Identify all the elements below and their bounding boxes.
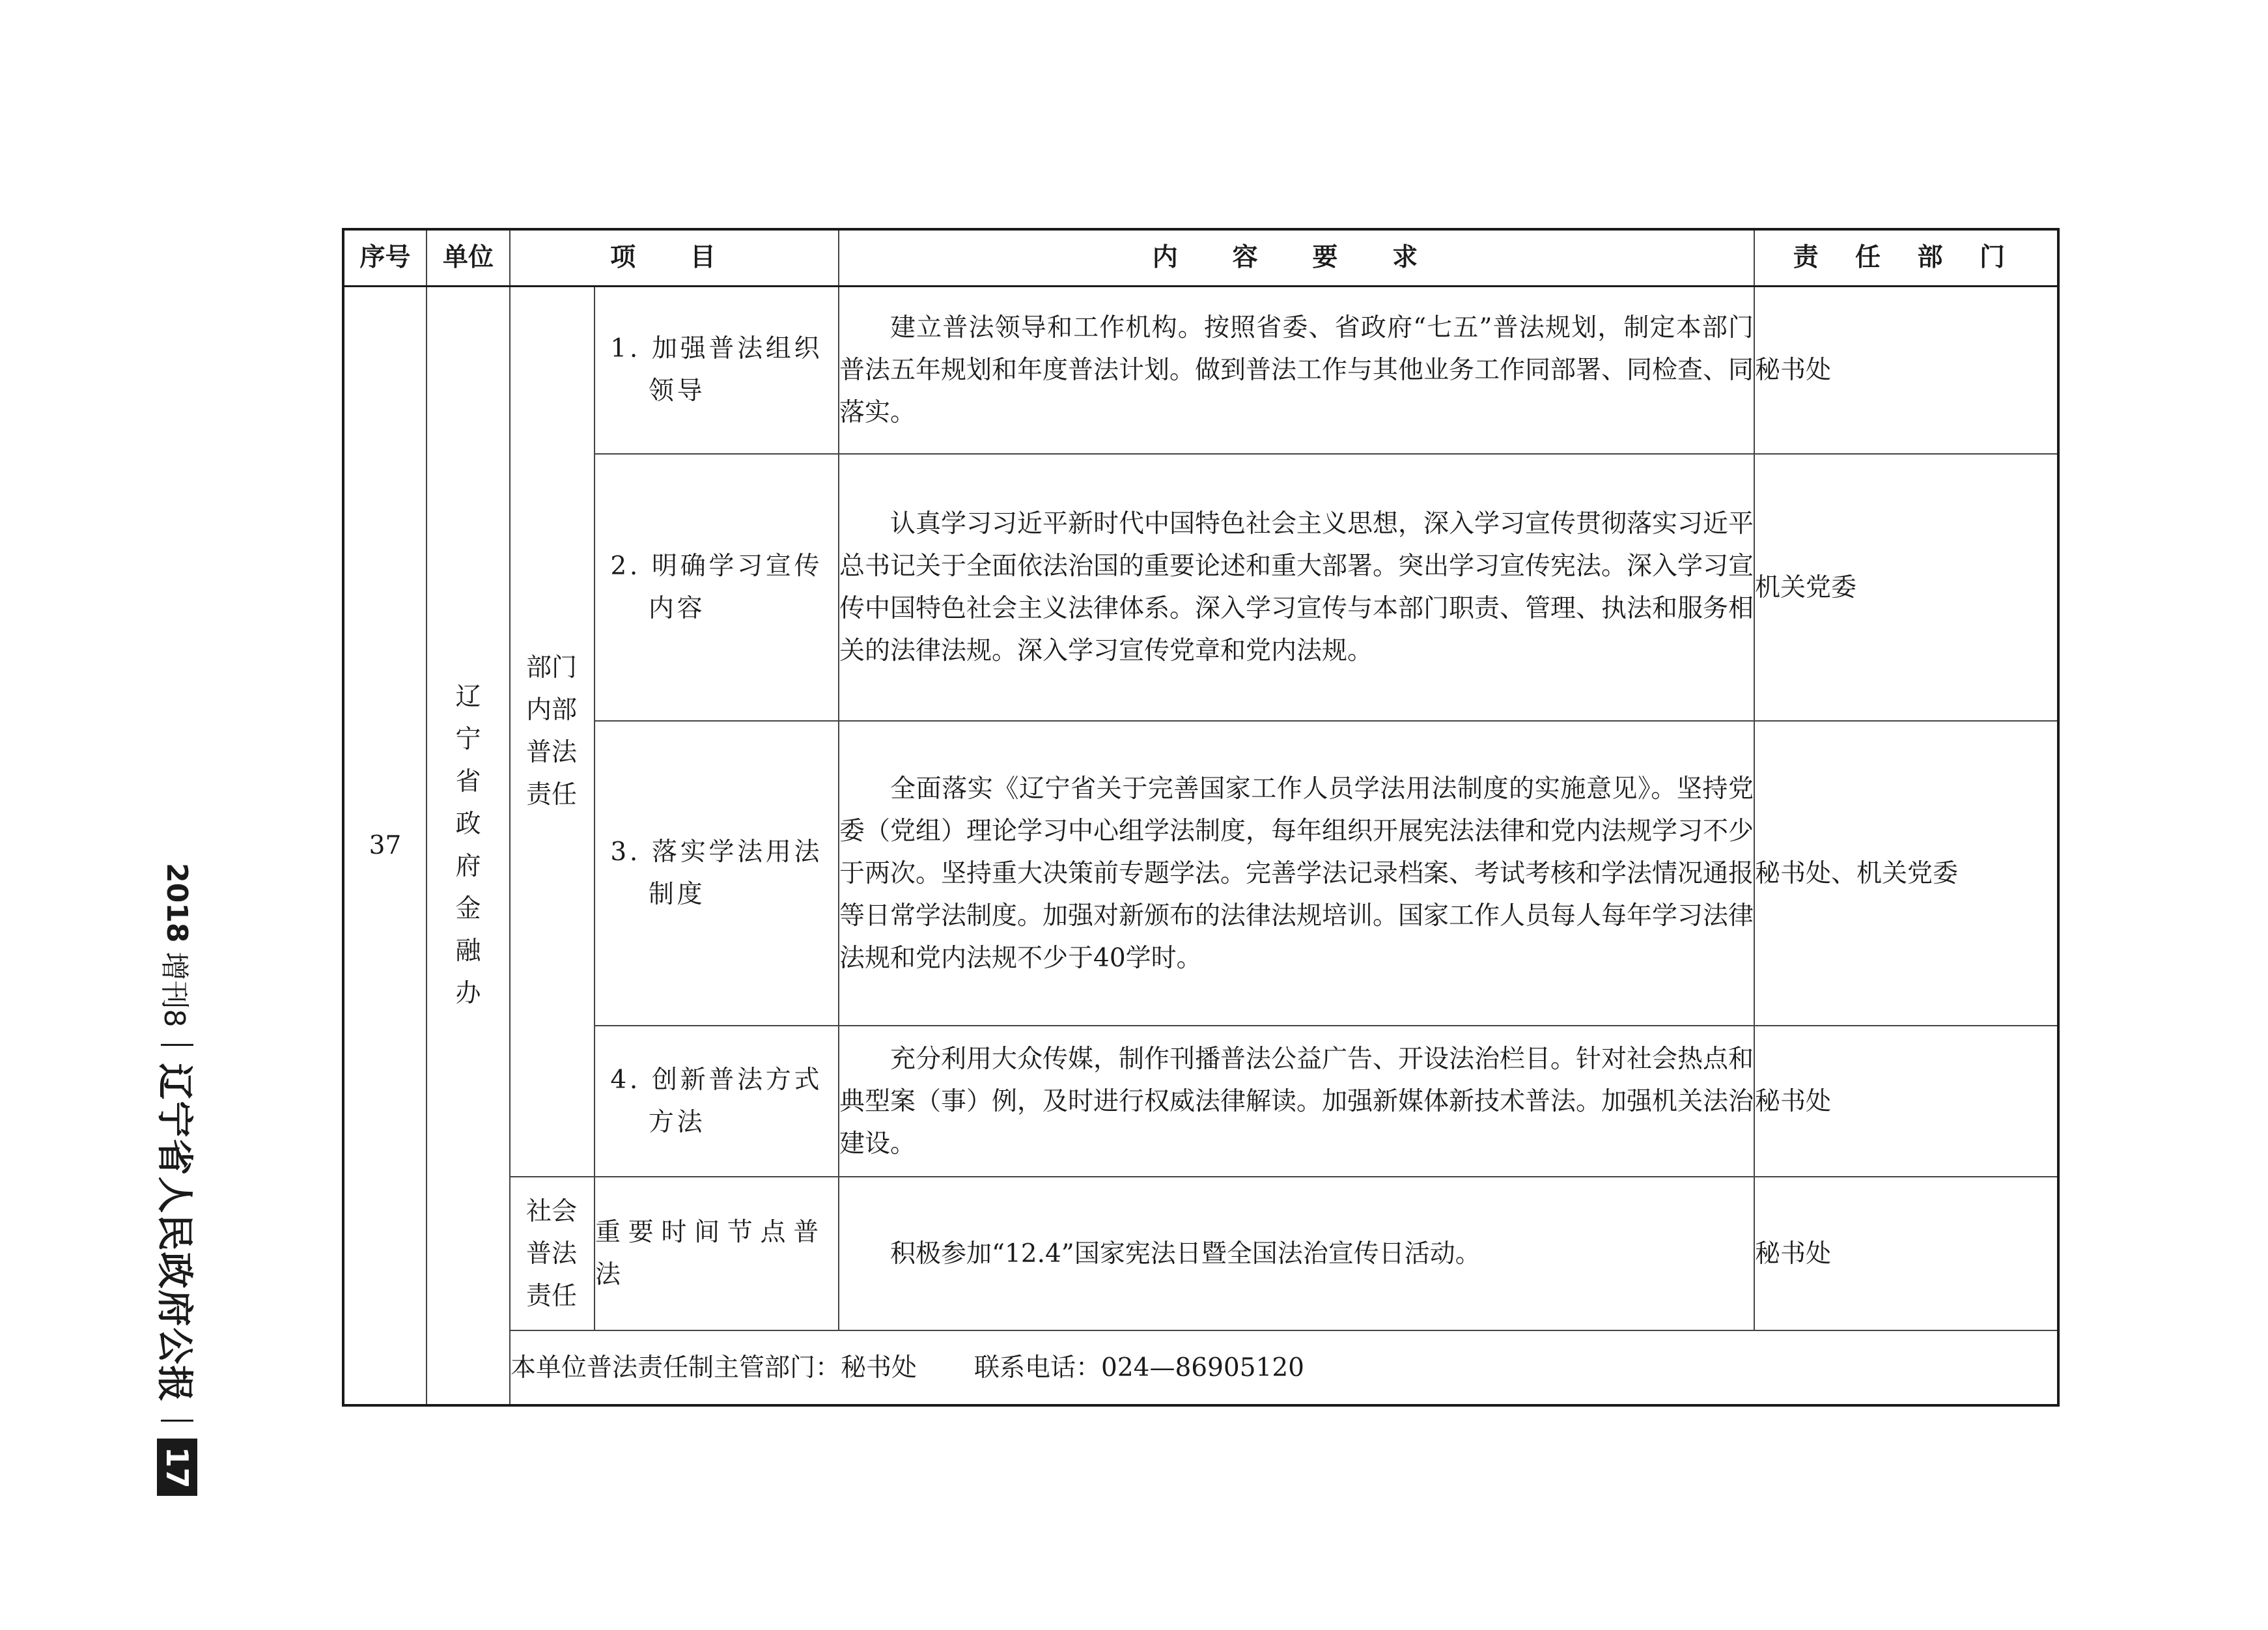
page-sidebar — [151, 863, 203, 1496]
dept-cell: 机关党委 — [1754, 454, 2058, 721]
content-cell: 认真学习习近平新时代中国特色社会主义思想，深入学习宣传贯彻落实习近平总书记关于全面依法治国的重要论述和重大部署。突出学习宣传宪法。深入学习宣传中国特色社会主义法律体系。深入学习宣传与本部门职责、管理、执法和服务相关的法律法规。深入学习宣传党章和党内法规。 — [839, 454, 1754, 721]
content-cell: 积极参加“12.4”国家宪法日暨全国法治宣传日活动。 — [839, 1177, 1754, 1330]
content-cell: 充分利用大众传媒，制作刊播普法公益广告、开设法治栏目。针对社会热点和典型案（事）例，及时进行权威法律解读。加强新媒体新技术普法。加强机关法治建设。 — [839, 1026, 1754, 1177]
table-row — [343, 1177, 2058, 1330]
table-row — [343, 286, 2058, 454]
dept-cell: 秘书处 — [1754, 1177, 2058, 1330]
seq-cell: 37 — [343, 286, 427, 1405]
header-seq: 序号 — [343, 229, 427, 286]
sidebar-journal-title: 辽宁省人民政府公报 — [153, 1063, 196, 1403]
table-row — [343, 721, 2058, 1026]
dept-cell: 秘书处 — [1754, 1026, 2058, 1177]
sidebar-divider — [161, 1044, 193, 1046]
table-row — [343, 454, 2058, 721]
header-content: 内 容 要 求 — [839, 229, 1754, 286]
unit-cell — [427, 286, 510, 1405]
item-cell: 3. 落实学法用法制度 — [595, 721, 839, 1026]
dept-cell: 秘书处、机关党委 — [1754, 721, 2058, 1026]
content-cell: 全面落实《辽宁省关于完善国家工作人员学法用法制度的实施意见》。坚持党委（党组）理论学习中心组学法制度，每年组织开展宪法法律和党内法规学习不少于两次。坚持重大决策前专题学法。完善学法记录档案、考试考核和学法情况通报等日常学法制度。加强对新颁布的法律法规培训。国家工作人员每人每年学习法律法规和党内法规不少于40学时。 — [839, 721, 1754, 1026]
header-unit: 单位 — [427, 229, 510, 286]
table-row — [343, 1026, 2058, 1177]
unit-name: 辽宁省政府金融办 — [455, 682, 481, 1009]
footer-row — [343, 1330, 2058, 1405]
sidebar-divider — [161, 1420, 193, 1422]
group-label-social: 社会普法责任 — [526, 1196, 578, 1311]
sidebar-year: 2018 — [160, 863, 194, 943]
item-cell: 2. 明确学习宣传内容 — [595, 454, 839, 721]
item-cell: 重要时间节点普法 — [595, 1177, 839, 1330]
table-header-row — [343, 229, 2058, 286]
footer-dept: 本单位普法责任制主管部门：秘书处 — [511, 1353, 917, 1383]
group-cell-internal — [510, 286, 595, 1177]
footer-cell — [510, 1330, 2058, 1405]
content-cell: 建立普法领导和工作机构。按照省委、省政府“七五”普法规划，制定本部门普法五年规划和年度普法计划。做到普法工作与其他业务工作同部署、同检查、同落实。 — [839, 286, 1754, 454]
sidebar-issue: 增刊8 — [158, 951, 191, 1028]
page-number: 17 — [157, 1439, 197, 1496]
responsibility-table — [342, 228, 2060, 1407]
item-cell: 4. 创新普法方式方法 — [595, 1026, 839, 1177]
group-cell-social — [510, 1177, 595, 1330]
group-label-internal: 部门内部普法责任 — [526, 653, 578, 810]
footer-phone: 联系电话：024—86905120 — [974, 1353, 1304, 1383]
header-item: 项 目 — [510, 229, 839, 286]
dept-cell: 秘书处 — [1754, 286, 2058, 454]
item-cell: 1. 加强普法组织领导 — [595, 286, 839, 454]
header-dept: 责 任 部 门 — [1754, 229, 2058, 286]
